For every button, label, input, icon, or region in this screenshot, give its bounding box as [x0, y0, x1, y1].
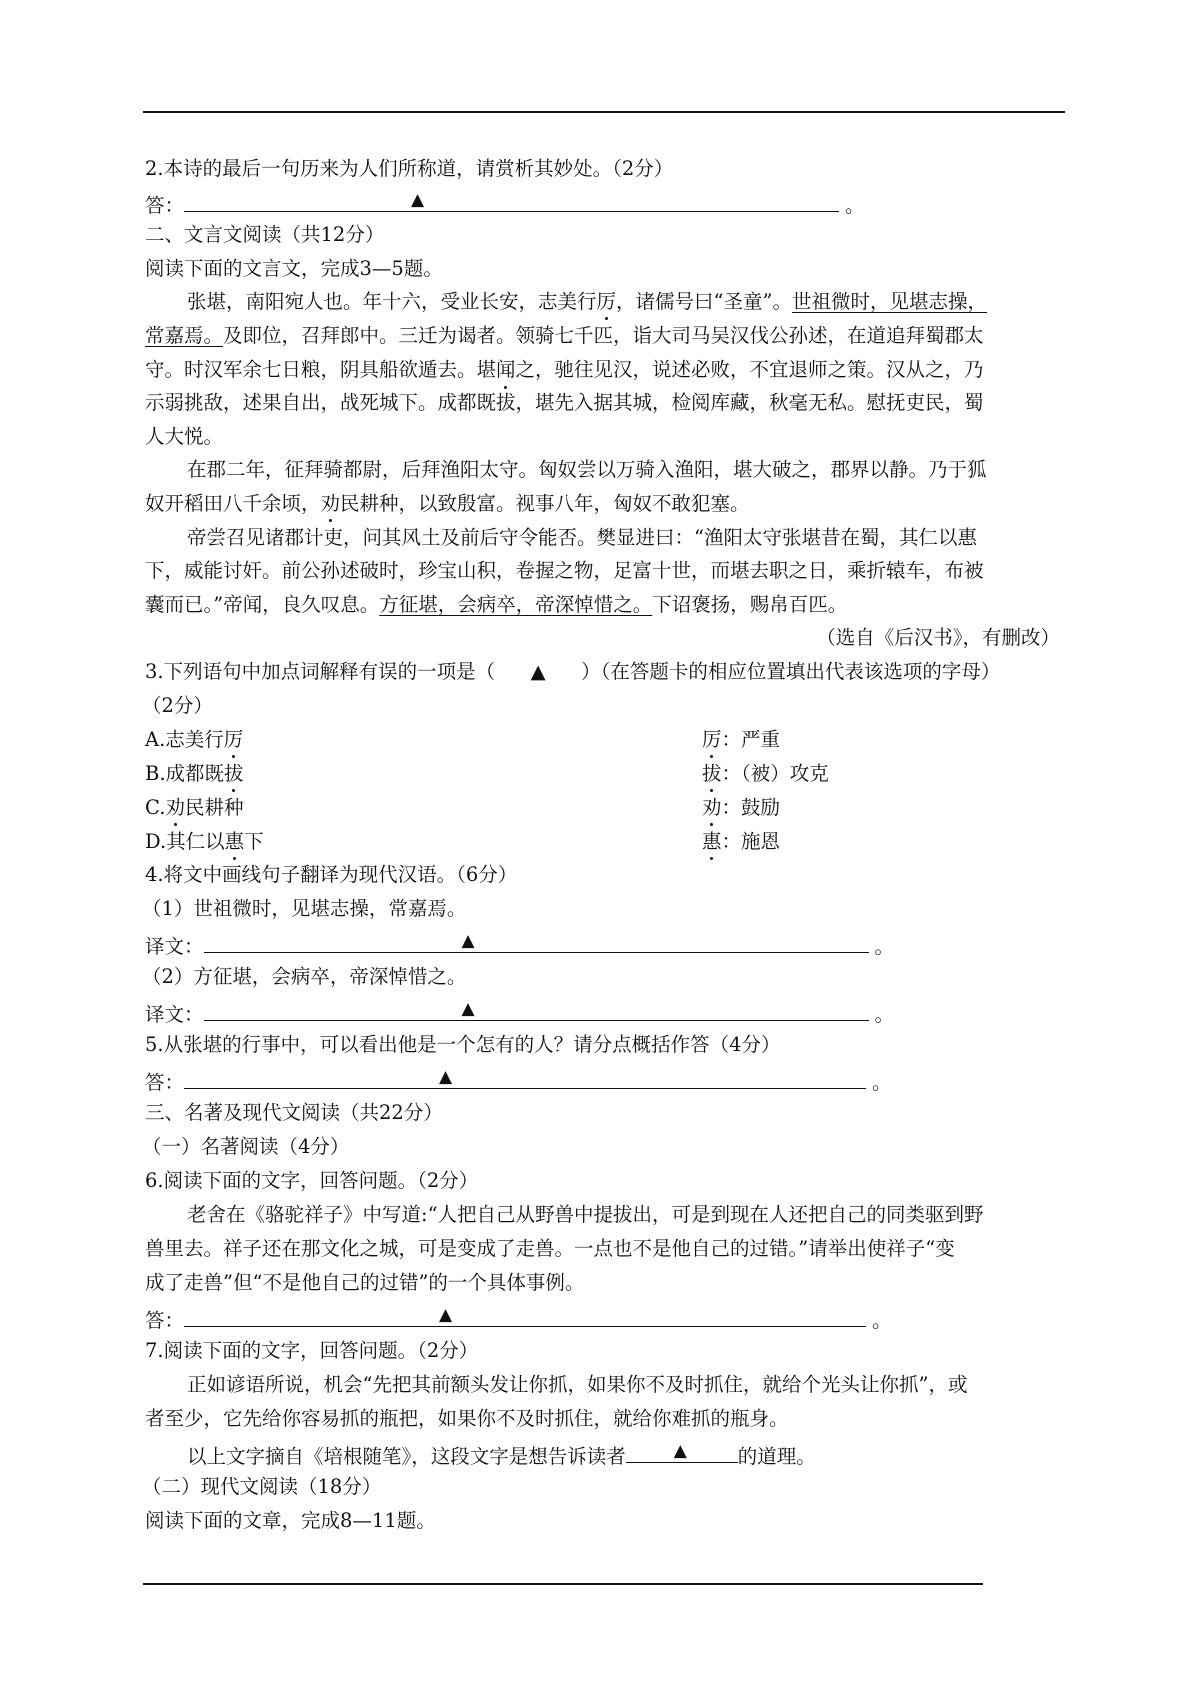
q2-answer-blank[interactable] — [184, 189, 839, 212]
triangle-marker-icon: ▲ — [461, 931, 475, 951]
emphasis-dot-char: 拔 — [702, 762, 722, 785]
q7-text-line: 者至少，它先给你容易抓的瓶把，如果你不及时抓住，就给你难抓的瓶身。 — [145, 1407, 789, 1430]
triangle-marker-icon: ▲ — [439, 1067, 453, 1087]
emphasis-dot-char: 厉 — [223, 728, 244, 751]
q4-prompt: 4.将文中画线句子翻译为现代汉语。（6分） — [145, 863, 518, 886]
q6-text-line: 兽里去。祥子还在那文化之城，可是变成了走兽。一点也不是他自己的过错。”请举出使祥子“变 — [145, 1237, 955, 1260]
q7-prompt: 7.阅读下面的文字，回答问题。（2分） — [145, 1339, 479, 1362]
passage-line: 囊而已。”帝闻，良久叹息。方征堪，会病卒，帝深悼惜之。下诏褒扬，赐帛百匹。 — [145, 593, 848, 616]
q3-prompt: 3.下列语句中加点词解释有误的一项是（ ▲ ）（在答题卡的相应位置填出代表该选项的字母） — [145, 660, 1001, 683]
passage-source: （选自《后汉书》，有删改） — [816, 626, 1060, 649]
underlined-sentence: 世祖微时，见堪志操， — [791, 290, 987, 313]
emphasis-dot-char: 惠 — [224, 830, 245, 853]
q3-option-c-gloss: 劝：鼓励 — [702, 796, 781, 819]
passage-line: 下，威能讨奸。前公孙述破时，珍宝山积，卷握之物，足富十世，而堪去职之日，乘折辕车，布被 — [145, 559, 984, 582]
q6-prompt: 6.阅读下面的文字，回答问题。（2分） — [145, 1169, 479, 1192]
triangle-marker-icon: ▲ — [411, 190, 425, 210]
q6-answer-line — [145, 1304, 892, 1334]
q4-answer-line-2 — [145, 998, 894, 1028]
q3-option-d[interactable]: D.其仁以惠下 — [145, 830, 264, 853]
q2-answer-label: 答： — [145, 194, 185, 217]
underlined-sentence: 方征堪，会病卒，帝深悼惜之。 — [379, 593, 653, 616]
footer-rule — [143, 1583, 983, 1585]
emphasis-dot-char: 拔 — [496, 391, 516, 414]
q2-end-mark: 。 — [845, 194, 865, 217]
q6-text-line: 老舍在《骆驼祥子》中写道:“人把自己从野兽中提拔出，可是到现在人还把自己的同类驱到野 — [187, 1203, 984, 1226]
q6-end-mark: 。 — [872, 1309, 892, 1332]
emphasis-dot-char: 拔 — [224, 762, 244, 785]
q4-answer-blank-2[interactable] — [204, 998, 869, 1021]
passage-line: 示弱挑敌，述果自出，战死城下。成都既拔，堪先入据其城，检阅库藏，秋毫无私。慰抚吏民，蜀 — [145, 391, 984, 414]
q4-end-mark: 。 — [874, 1003, 895, 1026]
section2-instruction: 阅读下面的文言文，完成3—5题。 — [145, 257, 443, 280]
underlined-sentence: 常嘉焉。 — [145, 324, 224, 347]
q4-answer-label: 译文： — [145, 935, 204, 958]
q4-answer-blank-1[interactable] — [204, 930, 869, 953]
q3-option-b[interactable]: B.成都既拔 — [145, 762, 244, 785]
passage-line: 张堪，南阳宛人也。年十六，受业长安，志美行厉，诸儒号曰“圣童”。世祖微时，见堪志操， — [187, 290, 987, 313]
passage-line: 帝尝召见诸郡计吏，问其风土及前后守令能否。樊显进曰：“渔阳太守张堪昔在蜀，其仁以惠 — [187, 526, 977, 549]
q4-answer-label: 译文： — [145, 1003, 204, 1026]
q3-option-b-gloss: 拔：（被）攻克 — [702, 762, 829, 785]
q7-answer-blank[interactable] — [626, 1440, 738, 1463]
triangle-marker-icon: ▲ — [461, 999, 475, 1019]
emphasis-dot-char: 厉 — [596, 290, 617, 313]
q7-text-line: 正如谚语所说，机会“先把其前额头发让你抓，如果你不及时抓住，就给个光头让你抓”，或 — [187, 1373, 968, 1396]
q4-sentence-1: （1）世祖微时，见堪志操，常嘉焉。 — [142, 897, 467, 920]
passage-line: 人大悦。 — [145, 425, 224, 448]
q7-text-line: 以上文字摘自《培根随笔》，这段文字是想告诉读者 ▲ 的道理。 — [187, 1441, 816, 1468]
section3-sub1: （一）名著阅读（4分） — [142, 1135, 350, 1158]
section3-sub2: （二）现代文阅读（18分） — [142, 1475, 382, 1498]
q6-answer-blank[interactable] — [184, 1304, 866, 1327]
q3-option-c[interactable]: C.劝民耕种 — [145, 796, 244, 819]
q5-end-mark: 。 — [872, 1071, 892, 1094]
emphasis-dot-char: 劝 — [702, 796, 722, 819]
final-instruction: 阅读下面的文章，完成8—11题。 — [145, 1509, 436, 1532]
q6-answer-label: 答： — [145, 1309, 185, 1332]
section2-heading: 二、文言文阅读（共12分） — [145, 223, 385, 246]
q2-prompt: 2.本诗的最后一句历来为人们所称道，请赏析其妙处。（2分） — [145, 157, 674, 180]
emphasis-dot-char: 劝 — [320, 492, 341, 515]
triangle-marker-icon: ▲ — [673, 1441, 687, 1461]
q5-answer-blank[interactable] — [184, 1066, 866, 1089]
q4-end-mark: 。 — [874, 935, 895, 958]
passage-line: 守。时汉军余七日粮，阴具船欲遁去。堪闻之，驰往见汉，说述必败，不宜退师之策。汉从之，乃 — [145, 358, 984, 381]
triangle-marker-icon: ▲ — [530, 660, 546, 683]
emphasis-dot-char: 厉 — [702, 728, 722, 751]
q2-answer-line — [145, 189, 865, 219]
q3-option-d-gloss: 惠：施恩 — [702, 830, 781, 853]
q3-option-a-gloss: 厉：严重 — [702, 728, 781, 751]
section3-heading: 三、名著及现代文阅读（共22分） — [145, 1101, 443, 1124]
passage-line: 常嘉焉。及即位，召拜郎中。三迁为谒者。领骑七千匹，诣大司马吴汉伐公孙述，在道追拜蜀郡太 — [145, 324, 984, 347]
q4-sentence-2: （2）方征堪，会病卒，帝深悼惜之。 — [142, 965, 467, 988]
passage-line: 奴开稻田八千余顷，劝民耕种，以致殷富。视事八年，匈奴不敢犯塞。 — [145, 492, 750, 515]
q5-answer-line — [145, 1066, 892, 1096]
emphasis-dot-char: 惠 — [702, 830, 722, 853]
triangle-marker-icon: ▲ — [439, 1305, 453, 1325]
q3-score: （2分） — [142, 694, 213, 717]
q4-answer-line-1 — [145, 930, 894, 960]
q5-prompt: 5.从张堪的行事中，可以看出他是一个怎有的人？请分点概括作答（4分） — [145, 1033, 781, 1056]
q5-answer-label: 答： — [145, 1071, 185, 1094]
header-rule — [143, 111, 1065, 113]
emphasis-dot-char: 劝 — [165, 796, 185, 819]
q3-option-a[interactable]: A.志美行厉 — [145, 728, 244, 751]
q6-text-line: 成了走兽”但“不是他自己的过错”的一个具体事例。 — [145, 1271, 585, 1294]
passage-line: 在郡二年，征拜骑都尉，后拜渔阳太守。匈奴尝以万骑入渔阳，堪大破之，郡界以静。乃于狐 — [187, 458, 987, 481]
